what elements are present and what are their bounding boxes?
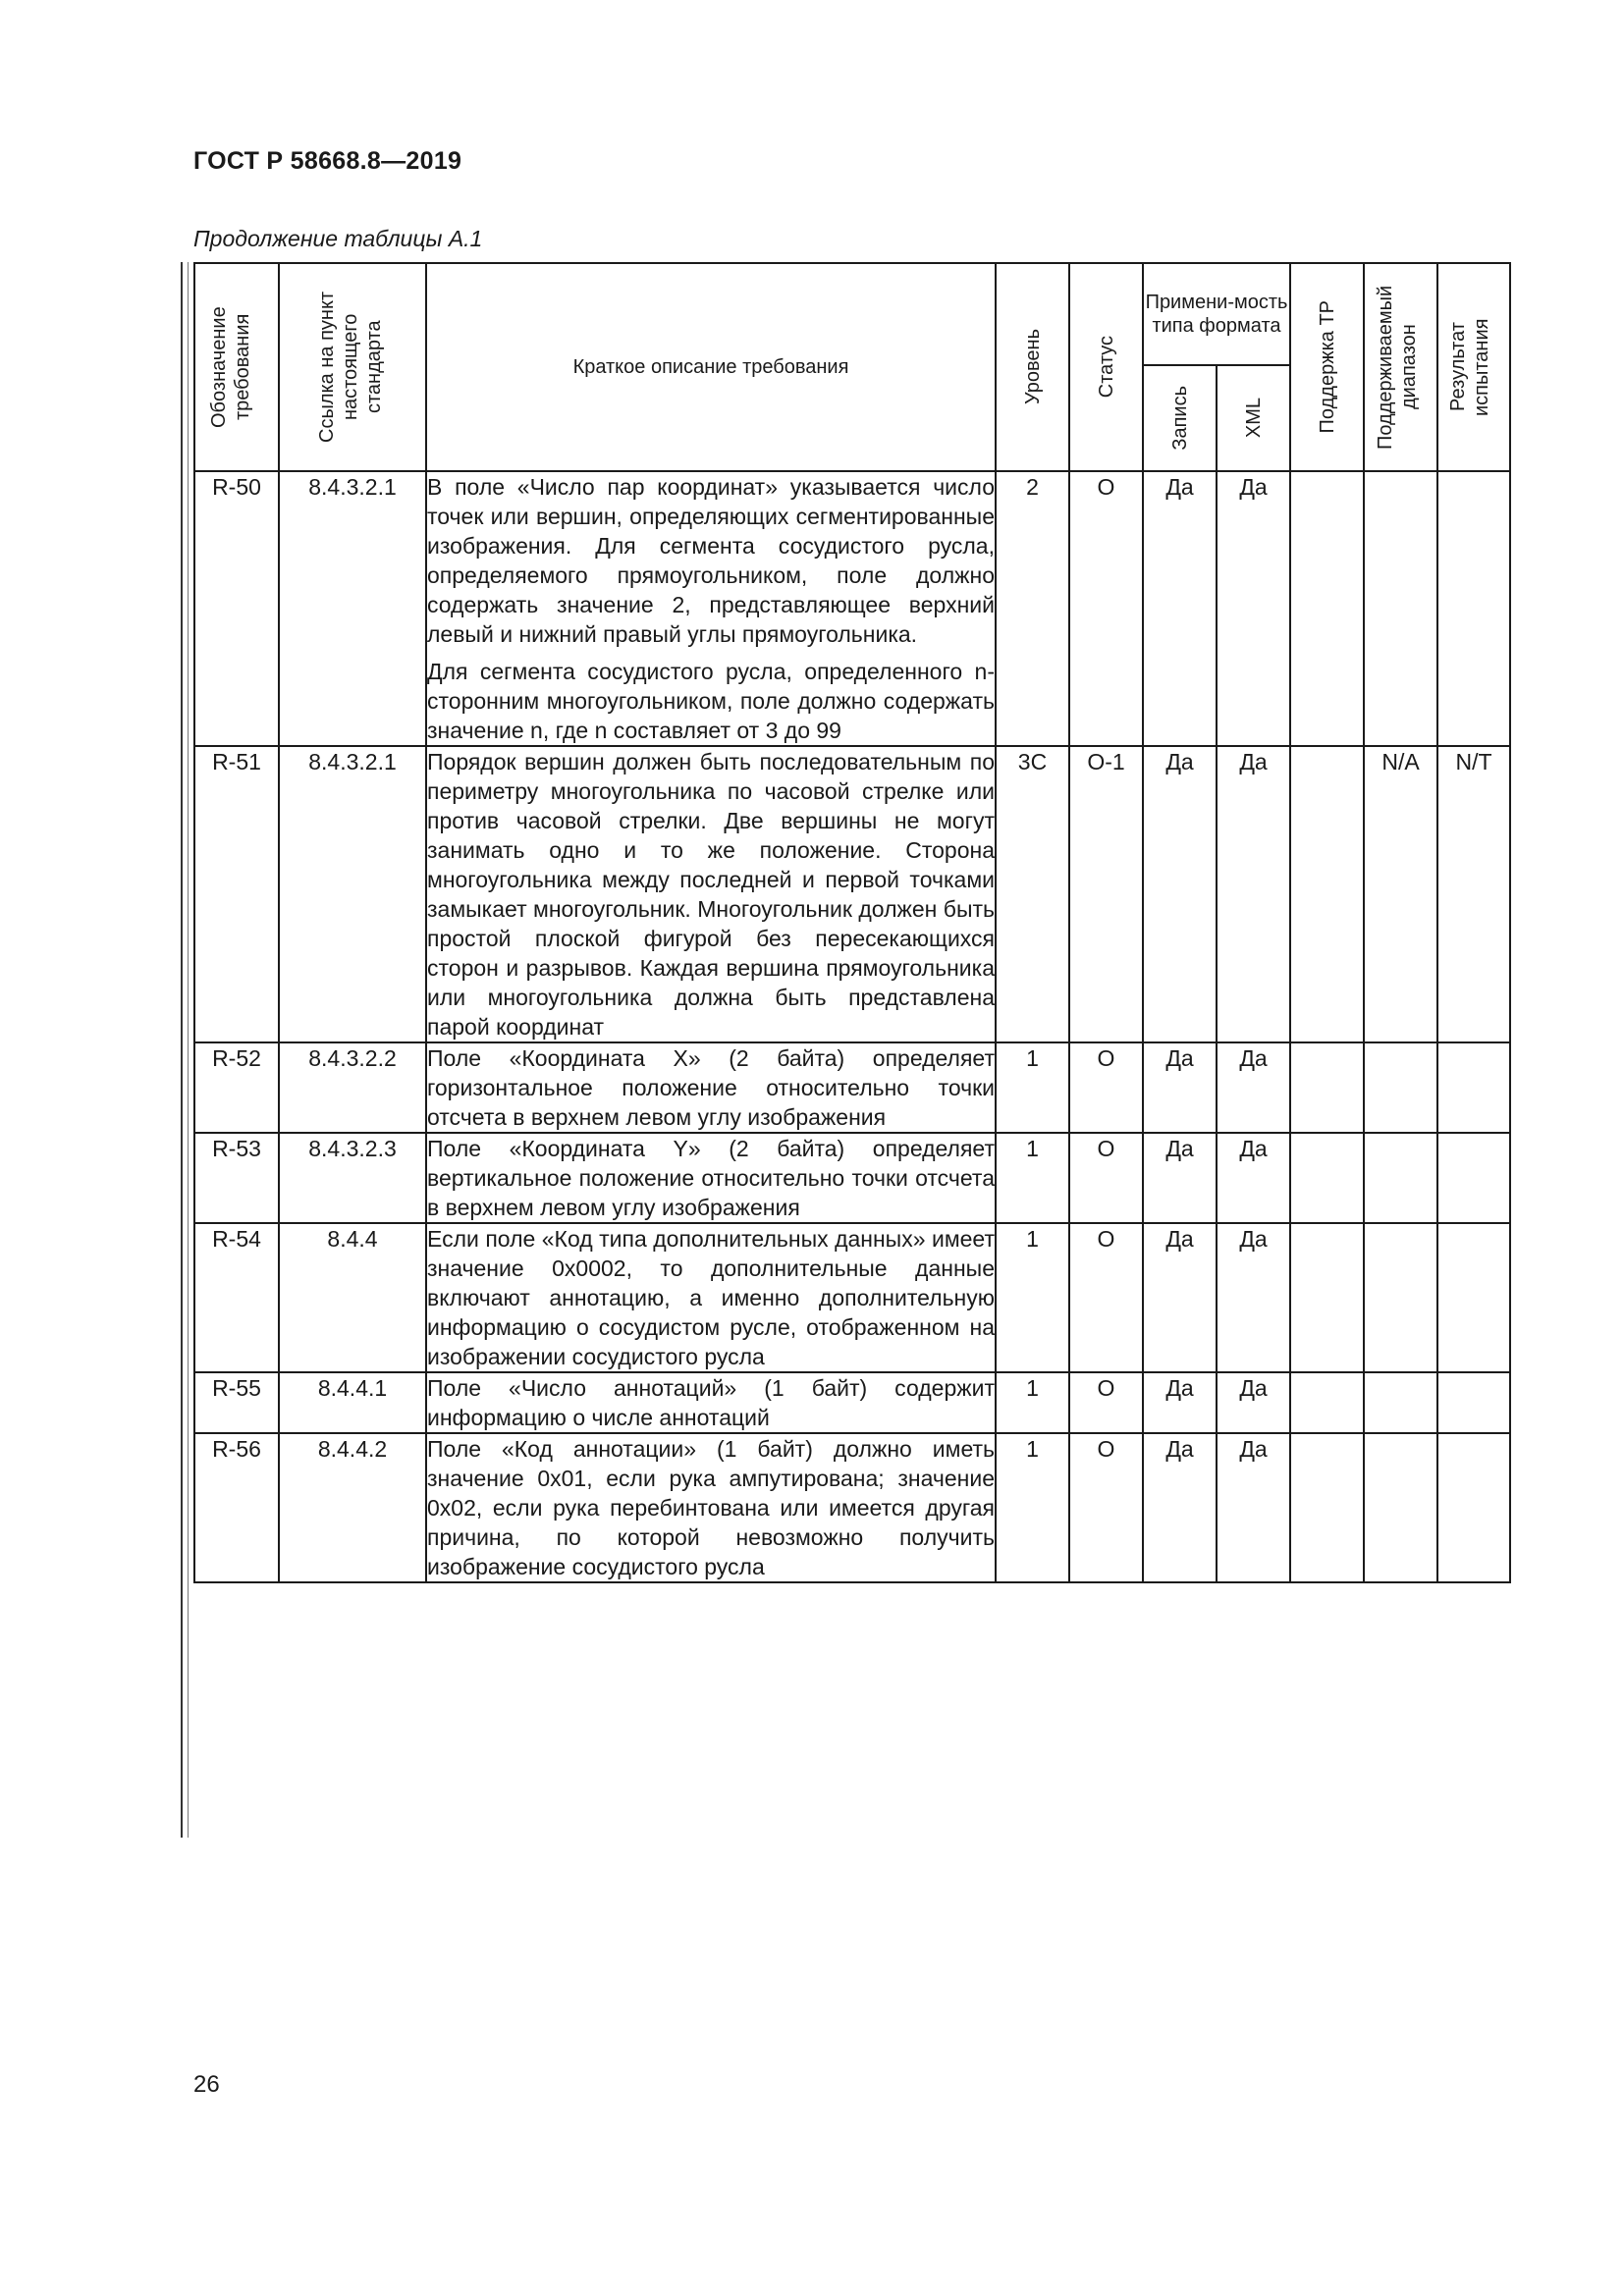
margin-change-bar (181, 262, 183, 1838)
cell-supported-range (1364, 1372, 1437, 1433)
cell-clause: 8.4.4.1 (279, 1372, 426, 1433)
cell-clause: 8.4.3.2.3 (279, 1133, 426, 1223)
cell-id: R-52 (194, 1042, 279, 1133)
table-body (194, 471, 1510, 1582)
description-paragraph: Поле «Число аннотаций» (1 байт) содержит информацию о числе аннотаций (427, 1375, 995, 1430)
table-row (194, 1042, 1510, 1133)
cell-description (426, 471, 996, 746)
cell-tr-support (1290, 746, 1364, 1042)
table-row (194, 1433, 1510, 1582)
cell-xml: Да (1217, 1133, 1290, 1223)
cell-supported-range (1364, 1223, 1437, 1372)
description-paragraph: Поле «Координата Y» (2 байта) определяет вертикальное положение относительно точки отсчета в верхнем левом углу изображения (427, 1136, 995, 1220)
cell-status: О (1069, 471, 1143, 746)
cell-clause: 8.4.3.2.1 (279, 471, 426, 746)
cell-level: 3С (996, 746, 1069, 1042)
cell-test-result (1437, 1042, 1510, 1133)
header-description: Краткое описание требования (426, 263, 996, 471)
header-xml: XML (1217, 365, 1290, 471)
cell-xml: Да (1217, 1042, 1290, 1133)
cell-record: Да (1143, 1133, 1217, 1223)
cell-test-result (1437, 1372, 1510, 1433)
description-paragraph: Для сегмента сосудистого русла, определенного n-сторонним многоугольником, поле должно содержать значение n, где n составляет от 3 до 99 (427, 659, 995, 743)
header-status: Статус (1069, 263, 1143, 471)
table-row (194, 1372, 1510, 1433)
description-paragraph: Поле «Код аннотации» (1 байт) должно иметь значение 0x01, если рука ампутирована; значение 0x02, если рука перебинтована или имеется другая причина, по которой невозможно получить изображение сосудистого русла (427, 1436, 995, 1579)
cell-xml: Да (1217, 1372, 1290, 1433)
cell-test-result (1437, 471, 1510, 746)
cell-description (426, 1223, 996, 1372)
table-row (194, 471, 1510, 746)
cell-supported-range (1364, 471, 1437, 746)
cell-record: Да (1143, 1042, 1217, 1133)
cell-tr-support (1290, 471, 1364, 746)
cell-level: 2 (996, 471, 1069, 746)
cell-status: О (1069, 1223, 1143, 1372)
cell-xml: Да (1217, 1223, 1290, 1372)
cell-supported-range: N/A (1364, 746, 1437, 1042)
header-test-result: Результат испытания (1437, 263, 1510, 471)
cell-id: R-51 (194, 746, 279, 1042)
table-caption: Продолжение таблицы А.1 (193, 226, 483, 251)
table-row (194, 746, 1510, 1042)
cell-description (426, 1133, 996, 1223)
description-paragraph: Поле «Координата X» (2 байта) определяет горизонтальное положение относительно точки отсчета в верхнем левом углу изображения (427, 1045, 995, 1130)
cell-supported-range (1364, 1133, 1437, 1223)
cell-record: Да (1143, 1433, 1217, 1582)
cell-status: О (1069, 1372, 1143, 1433)
requirements-table (193, 262, 1511, 1583)
cell-level: 1 (996, 1372, 1069, 1433)
cell-clause: 8.4.4 (279, 1223, 426, 1372)
cell-record: Да (1143, 471, 1217, 746)
description-paragraph: Если поле «Код типа дополнительных данных» имеет значение 0x0002, то дополнительные данные включают аннотацию, а именно дополнительную информацию о сосудистом русле, отображенном на изображении сосудистого русла (427, 1226, 995, 1369)
cell-tr-support (1290, 1133, 1364, 1223)
cell-status: О-1 (1069, 746, 1143, 1042)
cell-tr-support (1290, 1223, 1364, 1372)
header-record: Запись (1143, 365, 1217, 471)
cell-supported-range (1364, 1042, 1437, 1133)
cell-level: 1 (996, 1433, 1069, 1582)
table-row (194, 1133, 1510, 1223)
cell-tr-support (1290, 1042, 1364, 1133)
cell-tr-support (1290, 1372, 1364, 1433)
document-header: ГОСТ Р 58668.8—2019 (193, 147, 462, 175)
cell-status: О (1069, 1042, 1143, 1133)
cell-description (426, 1042, 996, 1133)
cell-level: 1 (996, 1223, 1069, 1372)
cell-xml: Да (1217, 746, 1290, 1042)
cell-id: R-54 (194, 1223, 279, 1372)
header-clause: Ссылка на пункт настоящего стандарта (279, 263, 426, 471)
cell-description (426, 746, 996, 1042)
header-supported-range: Поддерживаемый диапазон (1364, 263, 1437, 471)
header-id: Обозначение требования (194, 263, 279, 471)
cell-description (426, 1433, 996, 1582)
cell-xml: Да (1217, 1433, 1290, 1582)
cell-status: О (1069, 1133, 1143, 1223)
cell-test-result (1437, 1133, 1510, 1223)
cell-id: R-55 (194, 1372, 279, 1433)
cell-status: О (1069, 1433, 1143, 1582)
cell-record: Да (1143, 1372, 1217, 1433)
cell-supported-range (1364, 1433, 1437, 1582)
cell-level: 1 (996, 1133, 1069, 1223)
cell-record: Да (1143, 746, 1217, 1042)
cell-record: Да (1143, 1223, 1217, 1372)
cell-id: R-50 (194, 471, 279, 746)
cell-id: R-53 (194, 1133, 279, 1223)
cell-test-result (1437, 1223, 1510, 1372)
cell-test-result (1437, 1433, 1510, 1582)
cell-clause: 8.4.4.2 (279, 1433, 426, 1582)
header-tr-support: Поддержка ТР (1290, 263, 1364, 471)
cell-xml: Да (1217, 471, 1290, 746)
header-applicability: Примени-мость типа формата (1143, 263, 1290, 365)
cell-clause: 8.4.3.2.1 (279, 746, 426, 1042)
table-header (194, 263, 1510, 471)
page-number: 26 (193, 2071, 220, 2098)
cell-test-result: N/T (1437, 746, 1510, 1042)
cell-level: 1 (996, 1042, 1069, 1133)
header-level: Уровень (996, 263, 1069, 471)
cell-clause: 8.4.3.2.2 (279, 1042, 426, 1133)
margin-change-bar-inner (188, 262, 189, 1838)
description-paragraph: В поле «Число пар координат» указывается число точек или вершин, определяющих сегментированные изображения. Для сегмента сосудистого русла, определяемого прямоугольником, поле должно содержать значение 2, представляющее верхний левый и нижний правый углы прямоугольника. (427, 474, 995, 647)
cell-description (426, 1372, 996, 1433)
description-paragraph: Порядок вершин должен быть последовательным по периметру многоугольника по часовой стрелке или против часовой стрелки. Две вершины не могут занимать одно и то же положение. Сторона многоугольника между последней и первой точками замыкает многоугольник. Многоугольник должен быть простой плоской фигурой без пересекающихся сторон и разрывов. Каждая вершина прямоугольника или многоугольника должна быть представлена парой координат (427, 749, 995, 1040)
cell-tr-support (1290, 1433, 1364, 1582)
cell-id: R-56 (194, 1433, 279, 1582)
table-row (194, 1223, 1510, 1372)
